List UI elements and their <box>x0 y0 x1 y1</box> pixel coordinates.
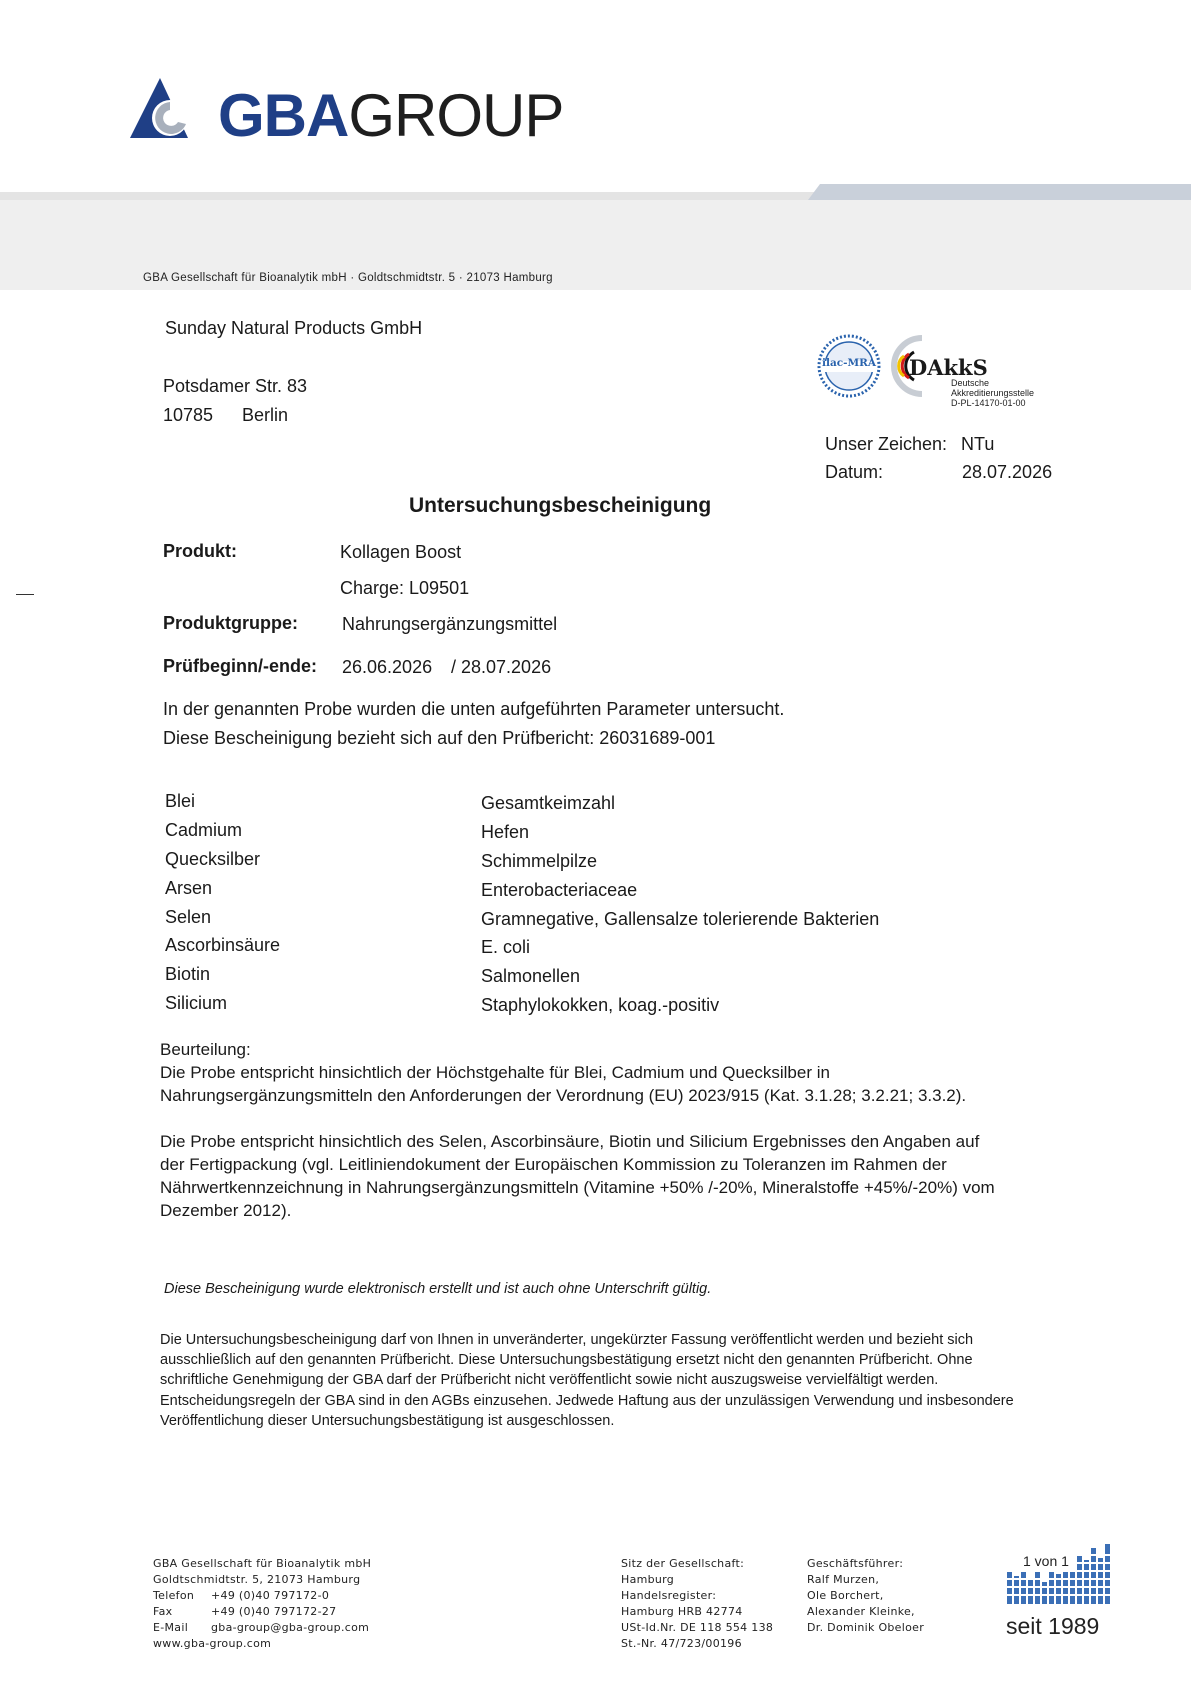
parameter-item: Salmonellen <box>481 966 581 986</box>
pruefbeginn-value: 26.06.2026 <box>342 657 433 677</box>
footer-management-line: Geschäftsführer: <box>807 1557 904 1570</box>
footer-management-line: Dr. Dominik Obeloer <box>807 1621 925 1634</box>
parameter-item: Gramnegative, Gallensalze tolerierende Bakterien <box>481 909 880 929</box>
disclaimer-line: Entscheidungsregeln der GBA sind in den AGBs einzusehen. Jedwede Haftung aus der unzulässigen Verwendung und insbesondere <box>160 1393 1014 1409</box>
parameter-item: E. coli <box>481 937 531 957</box>
disclaimer-line: Veröffentlichung dieser Untersuchungsbestätigung ist ausgeschlossen. <box>160 1413 615 1429</box>
zeichen-label: Unser Zeichen: <box>825 434 948 454</box>
footer-management-line: Ralf Murzen, <box>807 1573 880 1586</box>
dakks-id: D-PL-14170-01-00 <box>951 398 1026 408</box>
parameter-item: Selen <box>165 907 212 927</box>
assessment-text: Dezember 2012). <box>160 1201 292 1220</box>
header-stripe-accent <box>808 184 1191 200</box>
ilac-label: ilac-MRA <box>821 357 877 369</box>
parameter-item: Cadmium <box>165 820 243 840</box>
footer-tel-label: Telefon <box>153 1589 195 1602</box>
parameter-item: Staphylokokken, koag.-positiv <box>481 995 720 1015</box>
footer-management-line: Ole Borchert, <box>807 1589 884 1602</box>
logo-gba-text: GBA <box>218 82 349 149</box>
disclaimer-line: ausschließlich auf den genannten Prüfbericht. Diese Untersuchungsbestätigung ersetzt nicht den genannten Prüfbericht. Ohne <box>160 1352 973 1368</box>
footer-registry-line: Hamburg HRB 42774 <box>621 1605 743 1618</box>
datum-value: 28.07.2026 <box>962 462 1053 482</box>
city-skyline-icon <box>1005 1540 1113 1610</box>
intro-line-1: In der genannten Probe wurden die unten aufgeführten Parameter untersucht. <box>163 699 785 719</box>
assessment-text: Nährwertkennzeichnung in Nahrungsergänzungsmitteln (Vitamine +50% /-20%, Mineralstoffe +45%/-20%) vom <box>160 1178 995 1197</box>
pruefende-value: / 28.07.2026 <box>451 657 552 677</box>
produktgruppe-value: Nahrungsergänzungsmittel <box>342 614 558 634</box>
footer-registry-line: Handelsregister: <box>621 1589 717 1602</box>
footer-registry-line: Hamburg <box>621 1573 675 1586</box>
logo-wordmark <box>218 80 563 152</box>
footer-registry-line: Sitz der Gesellschaft: <box>621 1557 745 1570</box>
assessment-text: Nahrungsergänzungsmitteln den Anforderungen der Verordnung (EU) 2023/915 (Kat. 3.1.28; 3.2.21; 3.3.2). <box>160 1086 967 1105</box>
parameter-item: Ascorbinsäure <box>165 935 281 955</box>
footer-company-name: GBA Gesellschaft für Bioanalytik mbH <box>153 1557 372 1570</box>
datum-label: Datum: <box>825 462 884 482</box>
margin-mark <box>16 594 34 595</box>
parameter-item: Arsen <box>165 878 213 898</box>
footer-web-link[interactable]: www.gba-group.com <box>153 1637 272 1650</box>
parameter-item: Hefen <box>481 822 530 842</box>
parameter-item: Biotin <box>165 964 211 984</box>
electronic-note: Diese Bescheinigung wurde elektronisch erstellt und ist auch ohne Unterschrift gültig. <box>164 1281 712 1297</box>
recipient-street: Potsdamer Str. 83 <box>163 376 308 396</box>
footer-fax: +49 (0)40 797172-27 <box>211 1605 337 1618</box>
pruefzeitraum-label: Prüfbeginn/-ende: <box>163 656 317 676</box>
footer-management-line: Alexander Kleinke, <box>807 1605 915 1618</box>
footer-mail-link[interactable]: gba-group@gba-group.com <box>211 1621 370 1634</box>
page-title: Untersuchungsbescheinigung <box>409 494 712 517</box>
dakks-title: DAkkS <box>909 355 988 380</box>
page-number: 1 von 1 <box>1020 1552 1072 1570</box>
recipient-zip: 10785 <box>163 405 214 425</box>
logo-group-text: GROUP <box>348 82 564 149</box>
zeichen-value: NTu <box>961 434 995 454</box>
footer-fax-label: Fax <box>153 1605 173 1618</box>
parameter-item: Silicium <box>165 993 228 1013</box>
recipient-company: Sunday Natural Products GmbH <box>165 318 423 338</box>
produkt-value: Kollagen Boost <box>340 542 462 562</box>
sender-line: GBA Gesellschaft für Bioanalytik mbH · Goldtschmidtstr. 5 · 21073 Hamburg <box>143 272 553 284</box>
footer-tel: +49 (0)40 797172-0 <box>211 1589 330 1602</box>
logo-mark-icon <box>130 76 206 140</box>
dakks-line2: Akkreditierungsstelle <box>951 388 1035 398</box>
dakks-line1: Deutsche <box>951 378 990 388</box>
produktgruppe-label: Produktgruppe: <box>163 613 298 633</box>
produkt-label: Produkt: <box>163 541 237 561</box>
disclaimer-line: Die Untersuchungsbescheinigung darf von Ihnen in unveränderter, ungekürzter Fassung veröffentlicht werden und bezieht sich <box>160 1332 974 1348</box>
footer-address: Goldtschmidtstr. 5, 21073 Hamburg <box>153 1573 361 1586</box>
assessment-text: Die Probe entspricht hinsichtlich der Höchstgehalte für Blei, Cadmium und Quecksilber in <box>160 1063 830 1082</box>
parameter-item: Schimmelpilze <box>481 851 598 871</box>
assessment-text: Die Probe entspricht hinsichtlich des Selen, Ascorbinsäure, Biotin und Silicium Ergebnisses den Angaben auf <box>160 1132 980 1151</box>
charge-value: Charge: L09501 <box>340 578 470 598</box>
assessment-text: der Fertigpackung (vgl. Leitliniendokument der Europäischen Kommission zu Toleranzen im Rahmen der <box>160 1155 947 1174</box>
recipient-city: Berlin <box>242 405 289 425</box>
since-label: seit 1989 <box>1006 1613 1100 1639</box>
parameter-item: Quecksilber <box>165 849 261 869</box>
disclaimer-line: schriftliche Genehmigung der GBA darf der Prüfbericht nicht veröffentlicht sowie nicht auszugsweise vervielfältigt werden. <box>160 1372 939 1388</box>
parameter-item: Gesamtkeimzahl <box>481 793 616 813</box>
footer-mail-label: E-Mail <box>153 1621 189 1634</box>
parameter-item: Blei <box>165 791 196 811</box>
footer-registry-line: St.-Nr. 47/723/00196 <box>621 1637 742 1650</box>
assessment-heading: Beurteilung: <box>160 1040 251 1059</box>
intro-line-2: Diese Bescheinigung bezieht sich auf den Prüfbericht: 26031689-001 <box>163 728 716 748</box>
footer-registry-line: USt-Id.Nr. DE 118 554 138 <box>621 1621 774 1634</box>
parameter-item: Enterobacteriaceae <box>481 880 638 900</box>
